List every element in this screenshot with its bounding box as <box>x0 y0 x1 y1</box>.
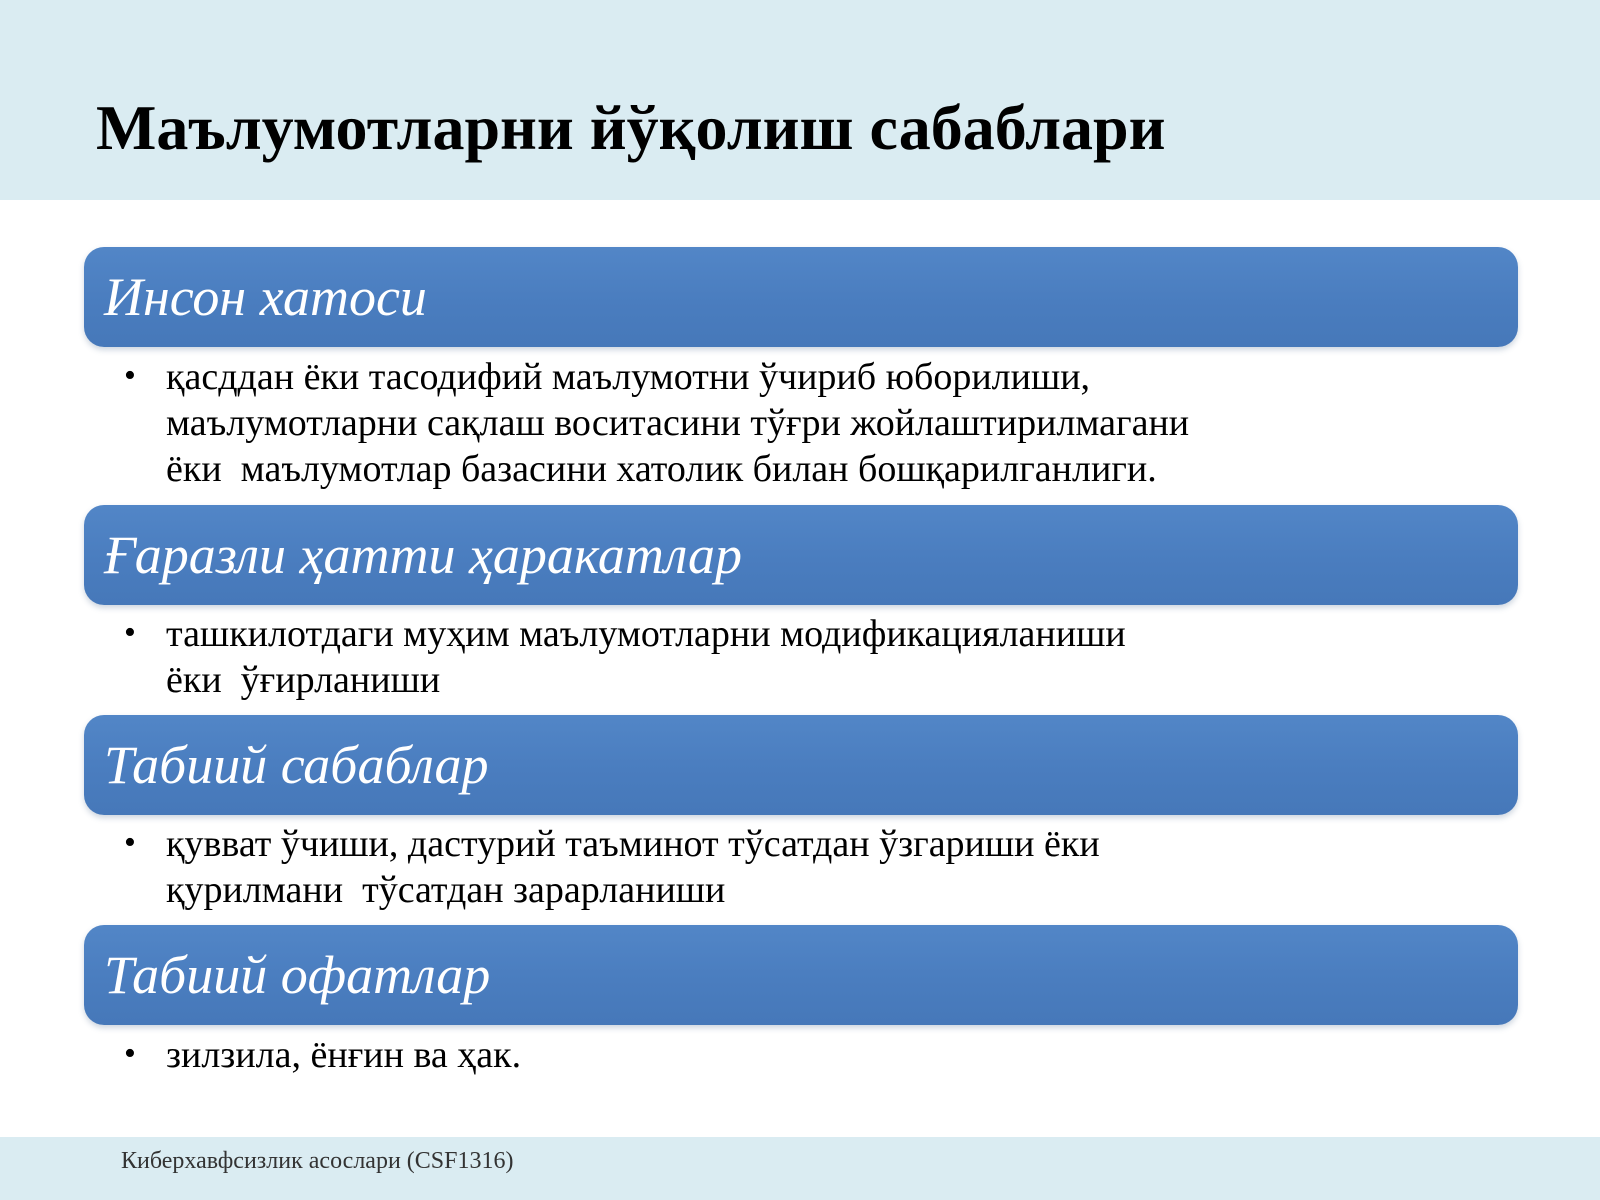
bullet-text: ташкилотдаги муҳим маълумотларни модификацияланиши ёки ўғирланиши <box>166 613 1126 701</box>
section-heading: Ғаразли ҳатти ҳаракатлар <box>104 525 743 585</box>
section-header-human-error <box>84 247 1518 347</box>
section-body-natural-causes <box>124 821 1524 913</box>
section-header-natural-causes <box>84 715 1518 815</box>
section-body-human-error <box>124 354 1524 492</box>
bullet-marker: • <box>124 1035 136 1072</box>
bullet-text: қасддан ёки тасодифий маълумотни ўчириб юборилиши, маълумотларни сақлаш воситасини тўғри жойлаштирилмагани ёки маълумотлар базасини хатолик билан бошқарилганлиги. <box>166 356 1190 490</box>
section-heading: Табиий сабаблар <box>104 735 489 795</box>
bullet-marker: • <box>124 357 136 394</box>
footer-text: Киберхавфсизлик асослари (CSF1316) <box>121 1148 514 1174</box>
section-body-natural-disasters <box>124 1032 1524 1078</box>
bullet-text: зилзила, ёнғин ва ҳак. <box>166 1034 522 1076</box>
section-heading: Табиий офатлар <box>104 945 491 1005</box>
section-body-malicious-actions <box>124 611 1524 703</box>
bullet-marker: • <box>124 824 136 861</box>
section-header-natural-disasters <box>84 925 1518 1025</box>
section-heading: Инсон хатоси <box>104 267 427 327</box>
section-header-malicious-actions <box>84 505 1518 605</box>
bullet-text: қувват ўчиши, дастурий таъминот тўсатдан ўзгариши ёки қурилмани тўсатдан зарарланиши <box>166 823 1100 911</box>
slide-title: Маълумотларни йўқолиш сабаблари <box>96 92 1166 163</box>
bullet-marker: • <box>124 614 136 651</box>
